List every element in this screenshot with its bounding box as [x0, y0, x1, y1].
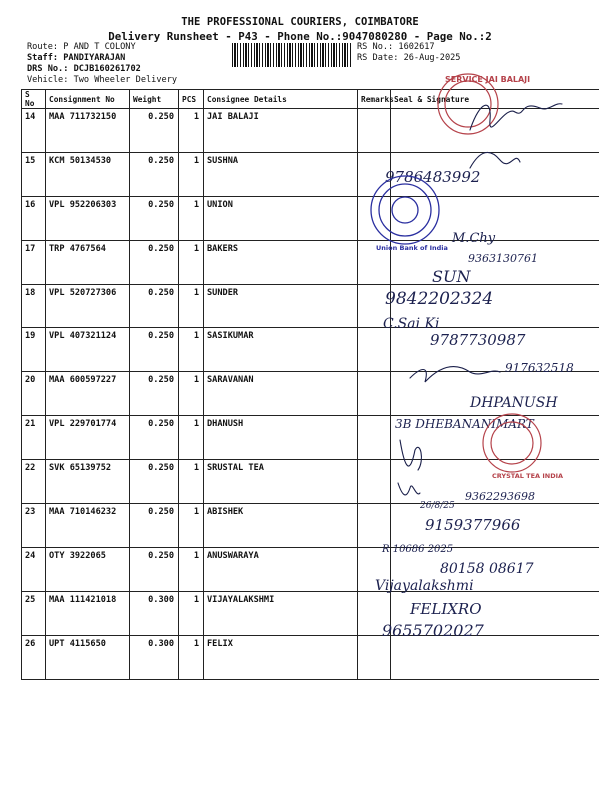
cell-consignment-no: MAA 600597227 — [46, 372, 130, 416]
signature-23-note: 26/8/25 — [420, 501, 455, 511]
cell-consignment-no: VPL 407321124 — [46, 328, 130, 372]
cell-sno: 16 — [22, 196, 46, 240]
signature-15-scrawl — [470, 152, 520, 168]
cell-sno: 20 — [22, 372, 46, 416]
cell-consignment-no: SVK 65139752 — [46, 460, 130, 504]
cell-weight: 0.300 — [130, 591, 179, 635]
cell-weight: 0.250 — [130, 240, 179, 284]
signature-25-name: Vijayalakshmi — [375, 578, 474, 594]
cell-pcs: 1 — [179, 328, 204, 372]
cell-sno: 14 — [22, 109, 46, 153]
cell-consignment-no: VPL 229701774 — [46, 416, 130, 460]
cell-pcs: 1 — [179, 547, 204, 591]
signature-25-phone: 80158 08617 — [440, 561, 534, 577]
col-header-consignment: Consignment No — [46, 90, 130, 109]
cell-weight: 0.250 — [130, 460, 179, 504]
col-header-consignee: Consignee Details — [204, 90, 358, 109]
signature-18-name: SUN — [432, 267, 471, 286]
cell-weight: 0.250 — [130, 372, 179, 416]
cell-consignment-no: KCM 50134530 — [46, 152, 130, 196]
rs-number: RS No.: 1602617 — [357, 42, 435, 52]
stamp-union-bank-text: Union Bank of India — [376, 244, 448, 252]
cell-pcs: 1 — [179, 240, 204, 284]
cell-consignee: UNION — [204, 196, 358, 240]
cell-sno: 26 — [22, 635, 46, 679]
cell-pcs: 1 — [179, 504, 204, 548]
company-title: THE PROFESSIONAL COURIERS, COIMBATORE — [181, 16, 419, 28]
cell-sno: 21 — [22, 416, 46, 460]
signature-24-phone: 9159377966 — [425, 516, 521, 534]
cell-weight: 0.250 — [130, 196, 179, 240]
signature-15: 9786483992 — [385, 168, 481, 186]
cell-consignment-no: OTY 3922065 — [46, 547, 130, 591]
signature-19-name: C.Sai Ki — [383, 316, 440, 332]
stamp-crystal-tea-text: CRYSTAL TEA INDIA — [492, 472, 564, 480]
cell-consignment-no: MAA 711732150 — [46, 109, 130, 153]
stamp-jai-balaji-text: SERVICE JAI BALAJI — [445, 75, 531, 84]
cell-pcs: 1 — [179, 196, 204, 240]
rs-date: RS Date: 26-Aug-2025 — [357, 53, 461, 63]
cell-pcs: 1 — [179, 109, 204, 153]
signature-17-phone: 9363130761 — [468, 252, 538, 265]
cell-weight: 0.250 — [130, 328, 179, 372]
col-header-signature: Seal & Signature — [391, 90, 599, 109]
drs-number: DRS No.: DCJB160261702 — [27, 64, 141, 74]
signature-24-ref: R 10686 2025 — [382, 544, 454, 555]
cell-consignee: SARAVANAN — [204, 372, 358, 416]
col-header-weight: Weight — [130, 90, 179, 109]
cell-consignee: SUSHNA — [204, 152, 358, 196]
cell-pcs: 1 — [179, 591, 204, 635]
stamp-union-bank — [371, 176, 448, 252]
cell-sno: 24 — [22, 547, 46, 591]
cell-consignee: BAKERS — [204, 240, 358, 284]
cell-sno: 18 — [22, 284, 46, 328]
cell-sno: 23 — [22, 504, 46, 548]
cell-pcs: 1 — [179, 152, 204, 196]
cell-weight: 0.250 — [130, 284, 179, 328]
cell-consignee: ABISHEK — [204, 504, 358, 548]
staff: Staff: PANDIYARAJAN — [27, 53, 126, 63]
signature-21-note: 3B DHEBANANIMART — [395, 417, 534, 431]
cell-consignee: SASIKUMAR — [204, 328, 358, 372]
signature-26-name: FELIXRO — [410, 600, 482, 618]
signature-22 — [400, 440, 421, 470]
cell-consignee: FELIX — [204, 635, 358, 679]
signature-21-name: DHPANUSH — [470, 395, 558, 411]
stamp-jai-balaji — [438, 74, 530, 134]
col-header-sno: S No — [22, 90, 46, 109]
cell-consignee: ANUSWARAYA — [204, 547, 358, 591]
cell-weight: 0.250 — [130, 416, 179, 460]
col-header-remarks: Remarks — [358, 90, 391, 109]
cell-consignee: SUNDER — [204, 284, 358, 328]
signature-20 — [410, 367, 500, 382]
cell-sno: 19 — [22, 328, 46, 372]
cell-sno: 15 — [22, 152, 46, 196]
cell-pcs: 1 — [179, 460, 204, 504]
signature-20-phone: 917632518 — [505, 361, 574, 375]
cell-pcs: 1 — [179, 372, 204, 416]
cell-weight: 0.250 — [130, 109, 179, 153]
cell-pcs: 1 — [179, 635, 204, 679]
cell-weight: 0.250 — [130, 504, 179, 548]
signature-23-phone: 9362293698 — [465, 490, 535, 503]
signature-19-phone: 9787730987 — [430, 331, 526, 349]
runsheet-subtitle: Delivery Runsheet - P43 - Phone No.:9047080280 - Page No.:2 — [108, 30, 492, 43]
cell-consignee: JAI BALAJI — [204, 109, 358, 153]
cell-consignee: VIJAYALAKSHMI — [204, 591, 358, 635]
cell-consignment-no: VPL 520727306 — [46, 284, 130, 328]
signature-18-phone: 9842202324 — [385, 289, 494, 309]
cell-weight: 0.250 — [130, 152, 179, 196]
cell-consignment-no: MAA 111421018 — [46, 591, 130, 635]
signature-17-name: M.Chy — [452, 231, 496, 246]
cell-sno: 17 — [22, 240, 46, 284]
cell-consignment-no: TRP 4767564 — [46, 240, 130, 284]
cell-consignee: SRUSTAL TEA — [204, 460, 358, 504]
cell-sno: 25 — [22, 591, 46, 635]
cell-weight: 0.300 — [130, 635, 179, 679]
signature-23-scrawl — [398, 483, 420, 495]
cell-consignee: DHANUSH — [204, 416, 358, 460]
cell-consignment-no: VPL 952206303 — [46, 196, 130, 240]
col-header-pcs: PCS — [179, 90, 204, 109]
cell-consignment-no: UPT 4115650 — [46, 635, 130, 679]
cell-consignment-no: MAA 710146232 — [46, 504, 130, 548]
cell-pcs: 1 — [179, 284, 204, 328]
cell-pcs: 1 — [179, 416, 204, 460]
cell-sno: 22 — [22, 460, 46, 504]
route: Route: P AND T COLONY — [27, 42, 136, 52]
signature-26-phone: 9655702027 — [382, 621, 484, 640]
signature-14 — [470, 104, 562, 130]
cell-weight: 0.250 — [130, 547, 179, 591]
vehicle: Vehicle: Two Wheeler Delivery — [27, 75, 178, 85]
